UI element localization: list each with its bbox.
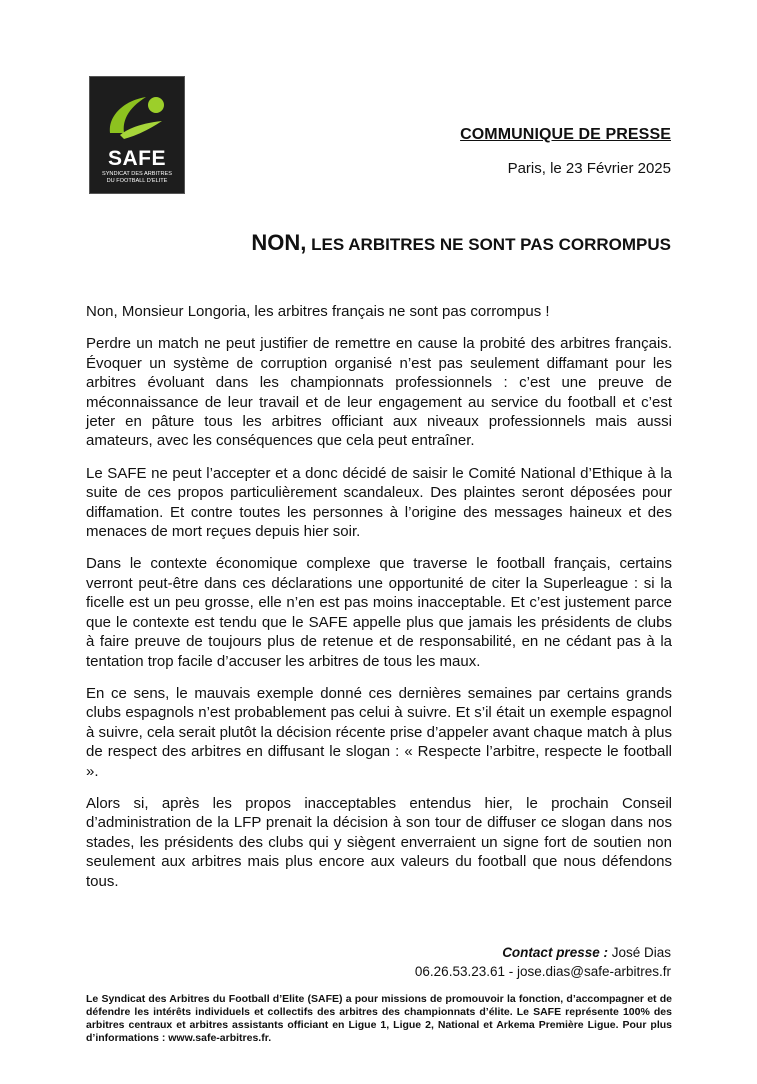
contact-label: Contact presse : xyxy=(502,945,608,960)
press-contact xyxy=(415,943,671,981)
footer-note: Le Syndicat des Arbitres du Football d’Elite (SAFE) a pour missions de promouvoir la fonction, d’accompagner et de défendre les intérêts individuels et collectifs des arbitres des championnats d’élite. Le SAFE représente 100% des arbitres centraux et arbitres assistants officiant en Ligue 1, Ligue 2, National et Arkema Première Ligue. Pour plus d’informations : www.safe-arbitres.fr. xyxy=(86,993,672,1044)
paragraph: Perdre un match ne peut justifier de remettre en cause la probité des arbitres français. Évoquer un système de corruption organisé n’est pas seulement diffamant pour les arbitres évoluant dans les championnats professionnels : c’est une preuve de méconnaissance de leur travail et de leur engagement au service du football et c’est jeter en pâture tous les arbitres officiant aux niveaux professionnels mais aussi amateurs, avec les conséquences que cela peut entraîner. xyxy=(86,335,672,450)
paragraph: En ce sens, le mauvais exemple donné ces dernières semaines par certains grands clubs espagnols n’est probablement pas celui à suivre. Et s’il était un exemple espagnol à suivre, cela serait plutôt la décision récente prise d’appeler avant chaque match à plus de respect des arbitres en diffusant le slogan : « Respecte l’arbitre, respecte le football ». xyxy=(86,684,672,780)
body-text xyxy=(86,302,672,904)
document-title: COMMUNIQUE DE PRESSE xyxy=(460,126,671,143)
paragraph: Dans le contexte économique complexe que traverse le football français, certains verront peut-être dans ces déclarations une opportunité de citer la Superleague : si la ficelle est un peu grosse, elle n’en est pas moins inacceptable. Et c’est justement parce que le contexte est tendu que le SAFE appelle plus que jamais les présidents de clubs à faire preuve de toujours plus de retenue et de responsabilité, en ne cédant pas à la tentation trop facile d’accuser les arbitres de tous les maux. xyxy=(86,555,672,670)
logo-tagline: SYNDICAT DES ARBITRES DU FOOTBALL D'ELITE xyxy=(101,171,173,184)
dateline: Paris, le 23 Février 2025 xyxy=(507,160,671,177)
paragraph: Non, Monsieur Longoria, les arbitres français ne sont pas corrompus ! xyxy=(86,303,550,320)
paragraph: Le SAFE ne peut l’accepter et a donc décidé de saisir le Comité National d’Ethique à la suite de ces propos particulièrement scandaleux. Des plaintes seront déposées pour diffamation. Et contre toutes les personnes à l’origine des messages haineux et des menaces de mort reçues depuis hier soir. xyxy=(86,464,672,541)
headline-first-word: NON, xyxy=(251,230,307,255)
logo-wordmark: SAFE xyxy=(107,147,166,170)
contact-details: 06.26.53.23.61 - jose.dias@safe-arbitres.fr xyxy=(414,964,671,979)
headline xyxy=(251,230,671,256)
contact-name: José Dias xyxy=(607,945,671,960)
safe-logo xyxy=(89,76,185,194)
headline-rest: LES ARBITRES NE SONT PAS CORROMPUS xyxy=(306,235,671,254)
paragraph: Alors si, après les propos inacceptables entendus hier, le prochain Conseil d’administration de la LFP prenait la décision à son tour de diffuser ce slogan dans nos stades, les présidents des clubs qui y siègent enverraient un signe fort de soutien non seulement aux arbitres mais plus encore aux valeurs du football que nous défendons tous. xyxy=(86,794,672,890)
